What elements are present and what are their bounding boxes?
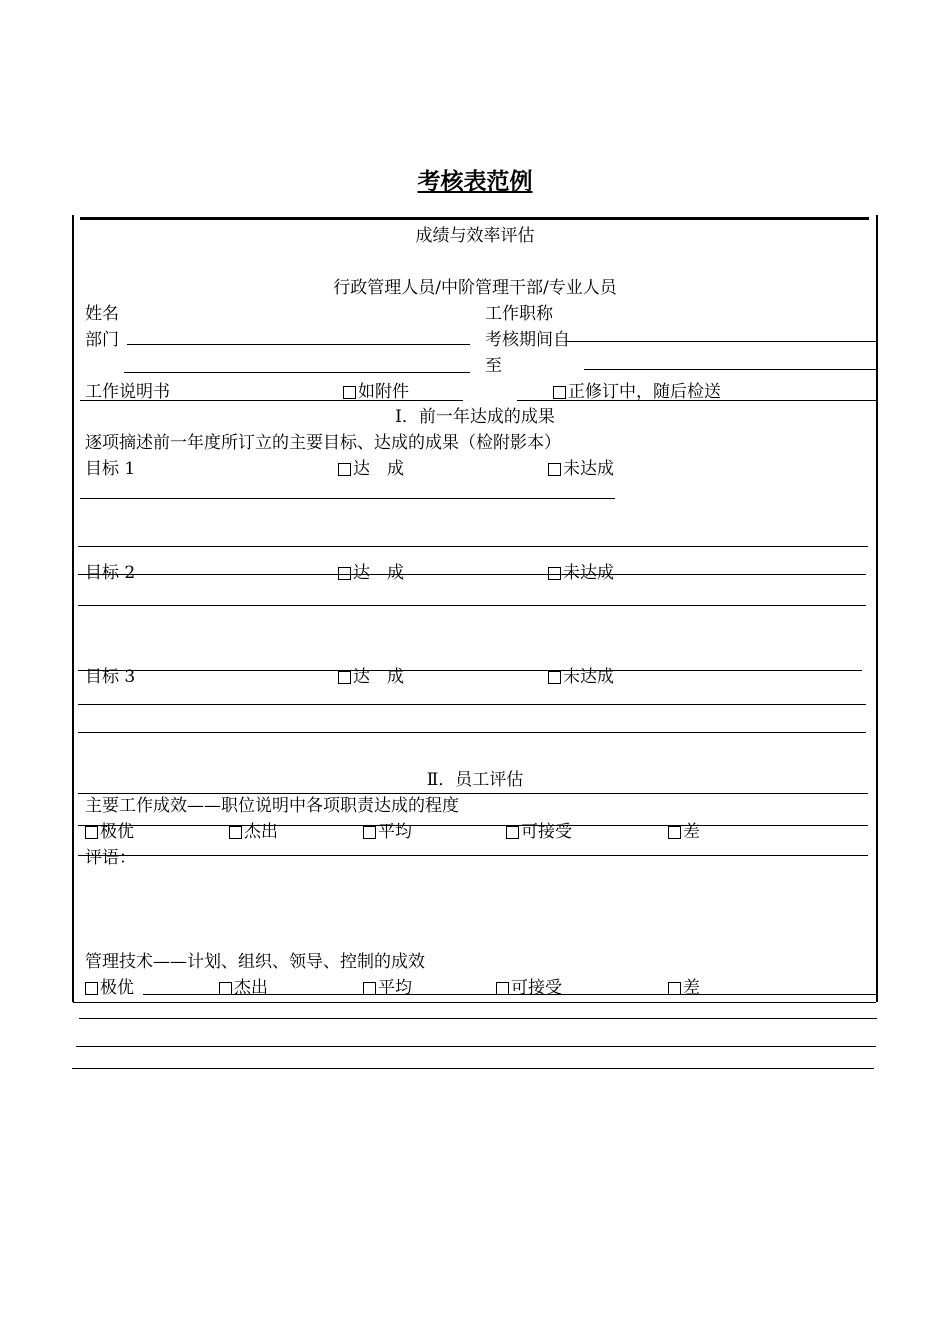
goal-3-label: 目标 3	[85, 667, 136, 687]
checkbox-icon	[85, 826, 98, 839]
work-rating-average[interactable]: 平均	[363, 822, 412, 842]
checkbox-icon	[229, 826, 242, 839]
extra-write-line-3[interactable]	[72, 1068, 874, 1069]
form-frame	[72, 215, 878, 1002]
mgmt-rating-poor[interactable]: 差	[668, 978, 700, 998]
comment-rule	[78, 855, 868, 856]
goal-2-label: 目标 2	[85, 563, 136, 583]
extra-write-line-2[interactable]	[76, 1046, 876, 1047]
ratings-strike-line	[78, 825, 868, 826]
dept-field-line[interactable]	[124, 372, 470, 373]
checkbox-icon	[496, 982, 509, 995]
comment-label: 评语：	[85, 848, 136, 868]
work-rating-poor[interactable]: 差	[668, 822, 700, 842]
goal-1-achieved-checkbox[interactable]: 达 成	[338, 459, 404, 479]
goal-1-write-line[interactable]	[80, 498, 615, 499]
goal-2-achieved-checkbox[interactable]: 达 成	[338, 563, 404, 583]
job-desc-label: 工作说明书	[85, 382, 170, 402]
goal-1-write-line-2[interactable]	[78, 546, 868, 547]
checkbox-icon	[553, 386, 566, 399]
checkbox-icon	[668, 982, 681, 995]
frame-top-rule	[80, 217, 869, 220]
part1-heading: Ⅰ．前一年达成的成果	[395, 407, 555, 427]
mgmt-rating-average[interactable]: 平均	[363, 978, 412, 998]
page-title: 考核表范例	[417, 169, 533, 195]
job-title-label: 工作职称	[485, 304, 553, 324]
goal-3-strike-line	[78, 670, 862, 671]
name-field-line[interactable]	[127, 344, 470, 345]
part2-rule	[78, 793, 868, 794]
checkbox-icon	[338, 671, 351, 684]
checkbox-icon	[85, 982, 98, 995]
checkbox-icon	[548, 671, 561, 684]
goal-2-not-achieved-checkbox[interactable]: 未达成	[548, 563, 614, 583]
extra-write-line-1[interactable]	[79, 1018, 877, 1019]
checkbox-icon	[363, 982, 376, 995]
job-title-field-line[interactable]	[565, 341, 876, 342]
checkbox-icon	[363, 826, 376, 839]
dept-label: 部门	[85, 330, 119, 350]
period-from-label: 考核期间自	[485, 330, 570, 350]
job-desc-rule-right	[517, 400, 876, 401]
mgmt-rating-outstanding[interactable]: 杰出	[219, 978, 268, 998]
goal-2-write-line[interactable]	[78, 605, 866, 606]
work-results-label: 主要工作成效——职位说明中各项职责达成的程度	[85, 796, 459, 816]
mgmt-rating-acceptable[interactable]: 可接受	[496, 978, 562, 998]
work-rating-outstanding[interactable]: 杰出	[229, 822, 278, 842]
management-label: 管理技术——计划、组织、领导、控制的成效	[85, 952, 425, 972]
period-field-line[interactable]	[584, 369, 876, 370]
goal-1-not-achieved-checkbox[interactable]: 未达成	[548, 459, 614, 479]
checkbox-icon	[548, 567, 561, 580]
work-rating-excellent[interactable]: 极优	[85, 822, 134, 842]
name-label: 姓名	[85, 304, 119, 324]
section-title: 成绩与效率评估	[415, 226, 535, 246]
checkbox-icon	[506, 826, 519, 839]
work-rating-acceptable[interactable]: 可接受	[506, 822, 572, 842]
job-desc-rule-left	[80, 400, 463, 401]
frame-bottom-rule	[73, 1002, 876, 1003]
mgmt-rating-excellent[interactable]: 极优	[85, 978, 134, 998]
revising-checkbox[interactable]: 正修订中，随后检送	[553, 382, 721, 402]
period-to-label: 至	[485, 356, 502, 376]
goal-3-not-achieved-checkbox[interactable]: 未达成	[548, 667, 614, 687]
mgmt-ratings-rule	[143, 994, 876, 995]
goal-1-label: 目标 1	[85, 459, 136, 479]
part1-instruction: 逐项摘述前一年度所订立的主要目标、达成的成果（检附影本）	[85, 433, 561, 453]
checkbox-icon	[219, 982, 232, 995]
part2-heading: Ⅱ．员工评估	[426, 770, 524, 790]
goal-3-write-line[interactable]	[78, 704, 866, 705]
checkbox-icon	[668, 826, 681, 839]
checkbox-icon	[343, 386, 356, 399]
checkbox-icon	[338, 567, 351, 580]
goal-3-achieved-checkbox[interactable]: 达 成	[338, 667, 404, 687]
goal-2-strike-line	[78, 574, 866, 575]
checkbox-icon	[338, 463, 351, 476]
checkbox-icon	[548, 463, 561, 476]
goal-3-write-line-2[interactable]	[78, 732, 866, 733]
form-subtitle: 行政管理人员/中阶管理干部/专业人员	[333, 278, 617, 298]
attached-checkbox[interactable]: 如附件	[343, 382, 409, 402]
